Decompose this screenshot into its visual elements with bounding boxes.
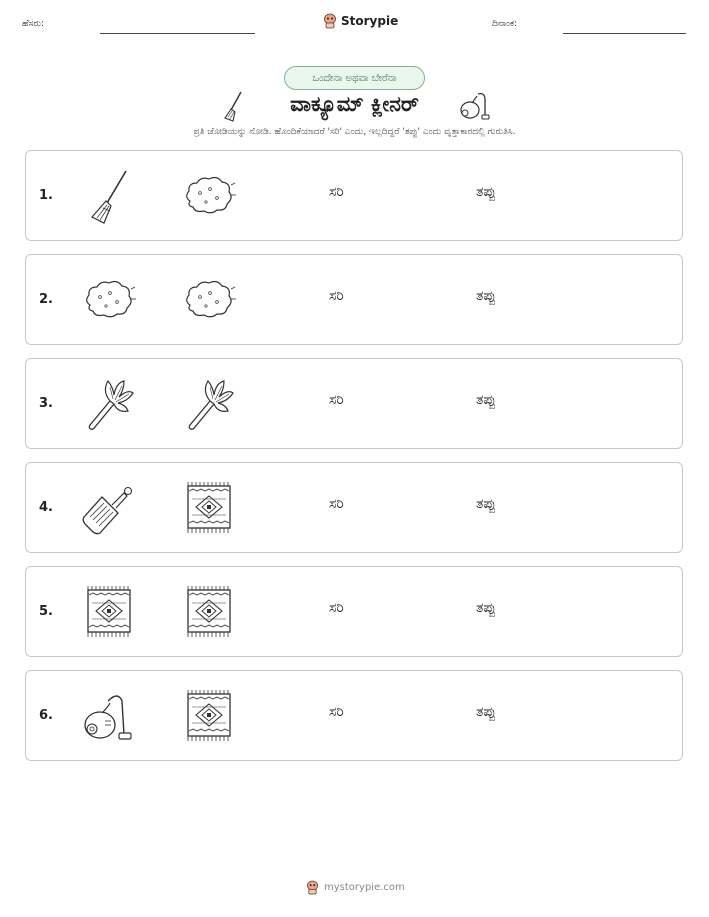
option-correct[interactable]: ಸರಿ — [329, 704, 344, 720]
dust-cloud-icon — [180, 167, 238, 225]
option-correct[interactable]: ಸರಿ — [329, 392, 344, 408]
option-wrong[interactable]: ತಪ್ಪು — [476, 392, 496, 408]
rug-icon — [180, 479, 238, 537]
option-correct[interactable]: ಸರಿ — [329, 600, 344, 616]
broom-icon — [80, 167, 138, 225]
date-label: ದಿನಾಂಕ: — [492, 19, 518, 29]
footer-website[interactable]: mystorypie.com — [324, 882, 405, 893]
question-row — [25, 254, 683, 345]
storypie-mascot-icon — [323, 13, 337, 29]
feather-duster-icon — [80, 375, 138, 433]
rug-icon — [180, 687, 238, 745]
instructions: ಪ್ರತಿ ಜೋಡಿಯನ್ನು ನೋಡಿ. ಹೊಂದಿಕೆಯಾದರೆ 'ಸರಿ' ಎಂದು, ಇಲ್ಲದಿದ್ದರೆ 'ತಪ್ಪು' ಎಂದು ವೃತ್ತಾಕಾರದಲ್ಲಿ ಗುರುತಿಸಿ. — [193, 127, 516, 137]
vacuum-cleaner-icon — [80, 687, 138, 745]
question-row — [25, 670, 683, 761]
storypie-mascot-icon — [306, 880, 319, 895]
footer — [306, 880, 405, 895]
question-row — [25, 358, 683, 449]
worksheet-type-badge: ಒಂದೇನಾ ಅಥವಾ ಬೇರೆನಾ — [284, 66, 425, 90]
brand-name: Storypie — [341, 14, 399, 28]
rug-icon — [180, 583, 238, 641]
worksheet-header — [0, 0, 709, 45]
question-number: 3. — [39, 396, 53, 411]
option-correct[interactable]: ಸರಿ — [329, 288, 344, 304]
vacuum-cleaner-icon — [458, 90, 490, 122]
question-number: 5. — [39, 604, 53, 619]
question-number: 1. — [39, 188, 53, 203]
dust-cloud-icon — [80, 271, 138, 329]
dust-cloud-icon — [180, 271, 238, 329]
question-row — [25, 566, 683, 657]
option-wrong[interactable]: ತಪ್ಪು — [476, 704, 496, 720]
dustpan-icon — [80, 479, 138, 537]
question-row — [25, 462, 683, 553]
question-number: 2. — [39, 292, 53, 307]
question-number: 6. — [39, 708, 53, 723]
feather-duster-icon — [180, 375, 238, 433]
option-correct[interactable]: ಸರಿ — [329, 184, 344, 200]
page-title: ವಾಕ್ಯೂಮ್ ಕ್ಲೀನರ್ — [290, 92, 419, 116]
option-wrong[interactable]: ತಪ್ಪು — [476, 600, 496, 616]
question-number: 4. — [39, 500, 53, 515]
name-label: ಹೆಸರು: — [22, 19, 45, 29]
name-line[interactable] — [100, 33, 255, 34]
title-bar — [0, 88, 709, 124]
rug-icon — [80, 583, 138, 641]
option-wrong[interactable]: ತಪ್ಪು — [476, 288, 496, 304]
option-wrong[interactable]: ತಪ್ಪು — [476, 184, 496, 200]
date-line[interactable] — [563, 33, 686, 34]
question-row — [25, 150, 683, 241]
brand-logo — [323, 13, 398, 29]
option-wrong[interactable]: ತಪ್ಪು — [476, 496, 496, 512]
option-correct[interactable]: ಸರಿ — [329, 496, 344, 512]
